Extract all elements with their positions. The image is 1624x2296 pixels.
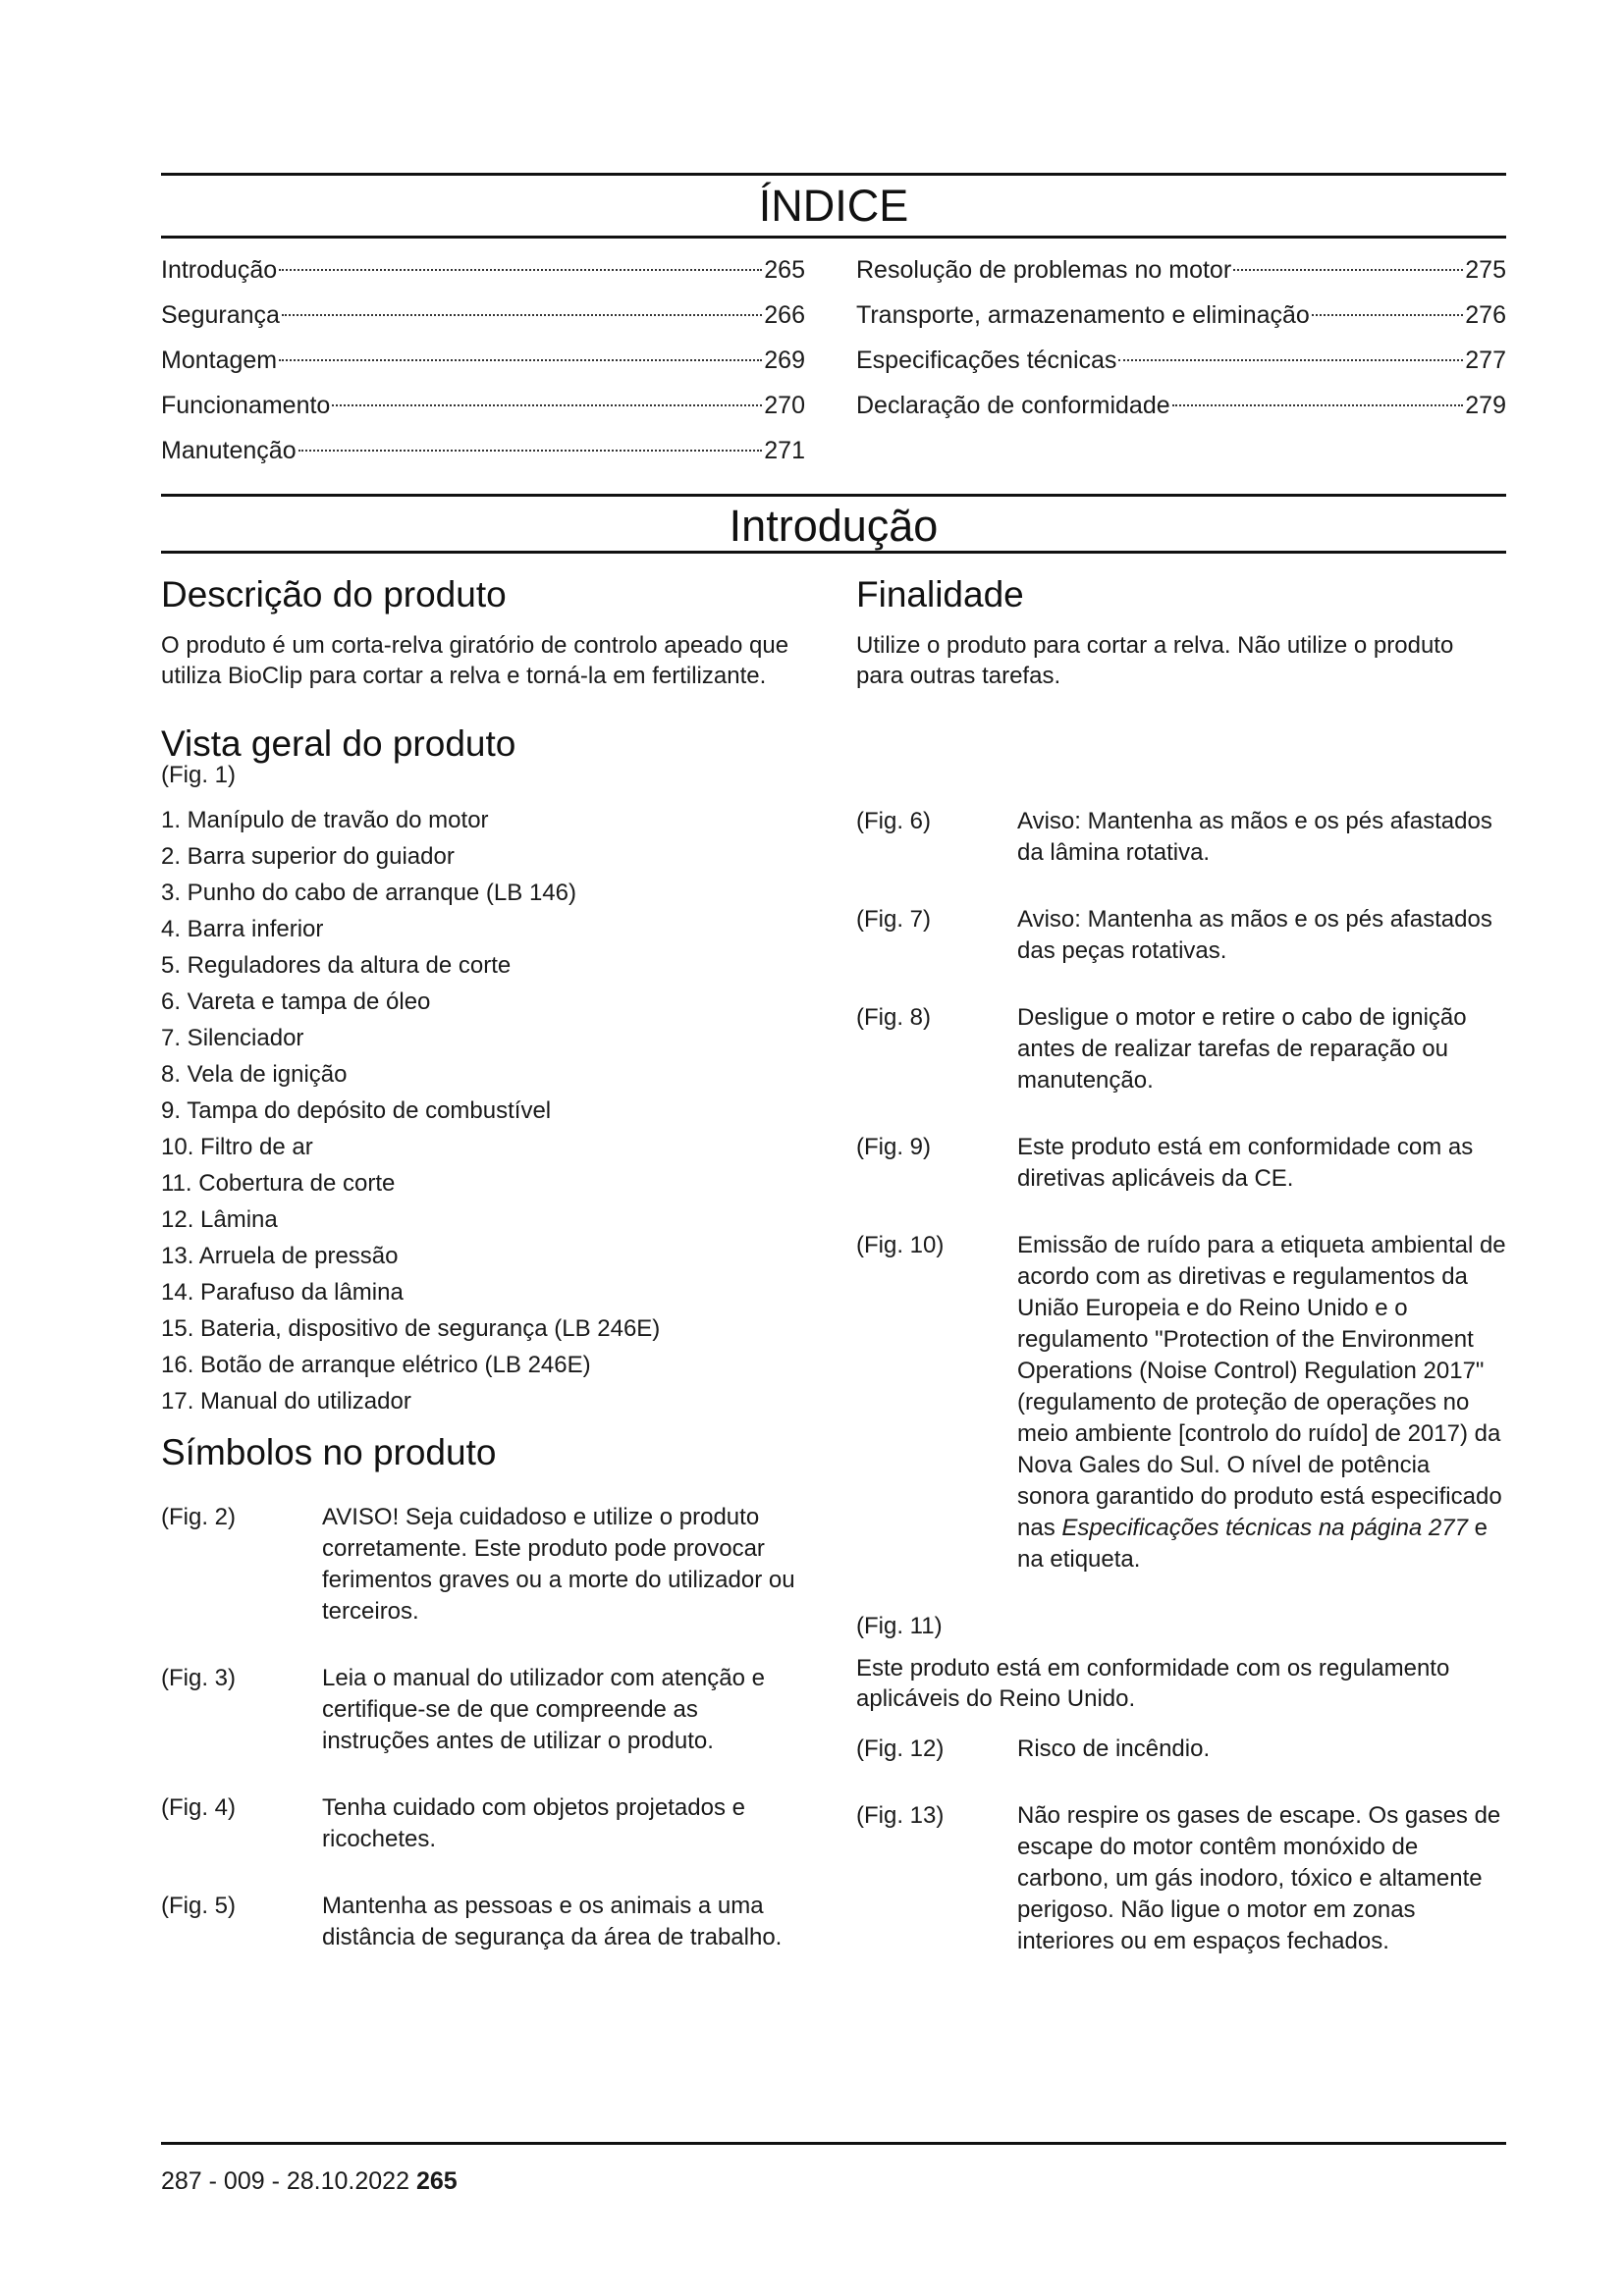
toc-top-rule [161,173,1506,176]
intro-right-column [856,571,1506,1957]
fig10-text: Emissão de ruído para a etiqueta ambiental de acordo com as diretivas e regulamentos da União Europeia e do Reino Unido e o regulamento "Protection of the Environment Operations (Noise Control) Regulation 2017" (regulamento de proteção de operações no meio ambiente [controlo do ruído] de 2017) da Nova Gales do Sul. O nível de potência sonora garantido do produto está especificado nas [1017,1232,1506,1541]
intro-top-rule [161,494,1506,497]
toc-entry[interactable]: Resolução de problemas no motor 275 [856,256,1506,284]
list-item: 9. Tampa do depósito de combustível [161,1097,552,1124]
list-item: 8. Vela de ignição [161,1061,348,1088]
finalidade-heading: Finalidade [856,574,1024,614]
simbolos-heading: Símbolos no produto [161,1432,497,1472]
finalidade-text: Utilize o produto para cortar a relva. Não utilize o produto para outras tarefas. [856,632,1454,689]
toc-entry[interactable]: Montagem 269 [161,347,805,374]
toc-title-rule [161,236,1506,239]
product-parts-list [161,802,809,1419]
fig11-ref: (Fig. 11) [856,1613,943,1639]
list-item: 1. Manípulo de travão do motor [161,807,489,833]
list-item: 13. Arruela de pressão [161,1243,399,1269]
especificacoes-link[interactable]: Especificações técnicas na página 277 [1061,1515,1468,1541]
toc-left-column [161,247,805,473]
list-item: 17. Manual do utilizador [161,1388,411,1415]
list-item: 7. Silenciador [161,1025,304,1051]
toc-entry[interactable]: Declaração de conformidade 279 [856,392,1506,419]
descricao-text: O produto é um corta-relva giratório de controlo apeado que utiliza BioClip para cortar a relva e torná-la em fertilizante. [161,632,789,689]
list-item: 12. Lâmina [161,1206,278,1233]
list-item: 16. Botão de arranque elétrico (LB 246E) [161,1352,591,1378]
symbol-entry: (Fig. 4) Tenha cuidado com objetos projetados e ricochetes. [161,1794,745,1852]
footer-rule [161,2142,1506,2145]
list-item: 10. Filtro de ar [161,1134,313,1160]
symbol-entry: (Fig. 13) Não respire os gases de escape. Os gases de escape do motor contêm monóxido de carbono, um gás inodoro, tóxico e altamente perigoso. Não ligue o motor em zonas interiores ou em espaços fechados. [856,1802,1501,1954]
vista-geral-heading: Vista geral do produto [161,723,516,764]
vista-geral-fig-ref: (Fig. 1) [161,762,237,788]
symbol-entry: (Fig. 12) Risco de incêndio. [856,1735,1211,1762]
toc-entry[interactable]: Transporte, armazenamento e eliminação 276 [856,301,1506,329]
intro-title: Introdução [729,501,939,551]
symbol-entry: (Fig. 2) AVISO! Seja cuidadoso e utilize o produto corretamente. Este produto pode provocar ferimentos graves ou a morte do utilizador ou terceiros. [161,1504,795,1625]
list-item: 11. Cobertura de corte [161,1170,396,1197]
list-item: 3. Punho do cabo de arranque (LB 146) [161,880,576,906]
toc-title: ÍNDICE [758,181,909,231]
symbol-entry: (Fig. 9) Este produto está em conformidade com as diretivas aplicáveis da CE. [856,1134,1474,1192]
toc-entry[interactable]: Manutenção 271 [161,437,805,464]
list-item: 6. Vareta e tampa de óleo [161,988,431,1015]
toc-entry[interactable]: Funcionamento 270 [161,392,805,419]
fig11-text: Este produto está em conformidade com os regulamento aplicáveis do Reino Unido. [856,1655,1450,1712]
symbol-entry: (Fig. 7) Aviso: Mantenha as mãos e os pés afastados das peças rotativas. [856,906,1492,964]
toc-entry[interactable]: Introdução 265 [161,256,805,284]
intro-title-rule [161,551,1506,554]
descricao-heading: Descrição do produto [161,574,507,614]
toc-entry[interactable]: Especificações técnicas 277 [856,347,1506,374]
symbol-entry: (Fig. 6) Aviso: Mantenha as mãos e os pés afastados da lâmina rotativa. [856,808,1492,866]
page-footer [161,2167,458,2196]
list-item: 14. Parafuso da lâmina [161,1279,404,1306]
intro-left-column [161,571,809,1953]
toc-entry[interactable]: Segurança 266 [161,301,805,329]
symbol-entry: (Fig. 3) Leia o manual do utilizador com atenção e certifique-se de que compreende as instruções antes de utilizar o produto. [161,1665,765,1754]
footer-doc-code: 287 - 009 - 28.10.2022 [161,2167,409,2195]
symbol-entry: (Fig. 8) Desligue o motor e retire o cabo de ignição antes de realizar tarefas de reparação ou manutenção. [856,1004,1467,1094]
list-item: 4. Barra inferior [161,916,324,942]
symbol-entry: (Fig. 10) Emissão de ruído para a etiqueta ambiental de acordo com as diretivas e regulamentos da União Europeia e do Reino Unido e o regulamento "Protection of the Environment Operations (Noise Control) Regulation 2017" (regulamento de proteção de operações no meio ambiente [controlo do ruído] de 2017) da Nova Gales do Sul. O nível de potência sonora garantido do produto está especificado nas Especificações técnicas na página 277 e na etiqueta. [856,1232,1506,1573]
fig10-tail: e na etiqueta. [1017,1515,1489,1573]
list-item: 2. Barra superior do guiador [161,843,455,870]
list-item: 5. Reguladores da altura de corte [161,952,512,979]
symbol-entry: (Fig. 5) Mantenha as pessoas e os animais a uma distância de segurança da área de trabalho. [161,1893,783,1950]
page-number: 265 [415,2167,458,2195]
list-item: 15. Bateria, dispositivo de segurança (LB 246E) [161,1315,661,1342]
toc-right-column [856,247,1506,428]
